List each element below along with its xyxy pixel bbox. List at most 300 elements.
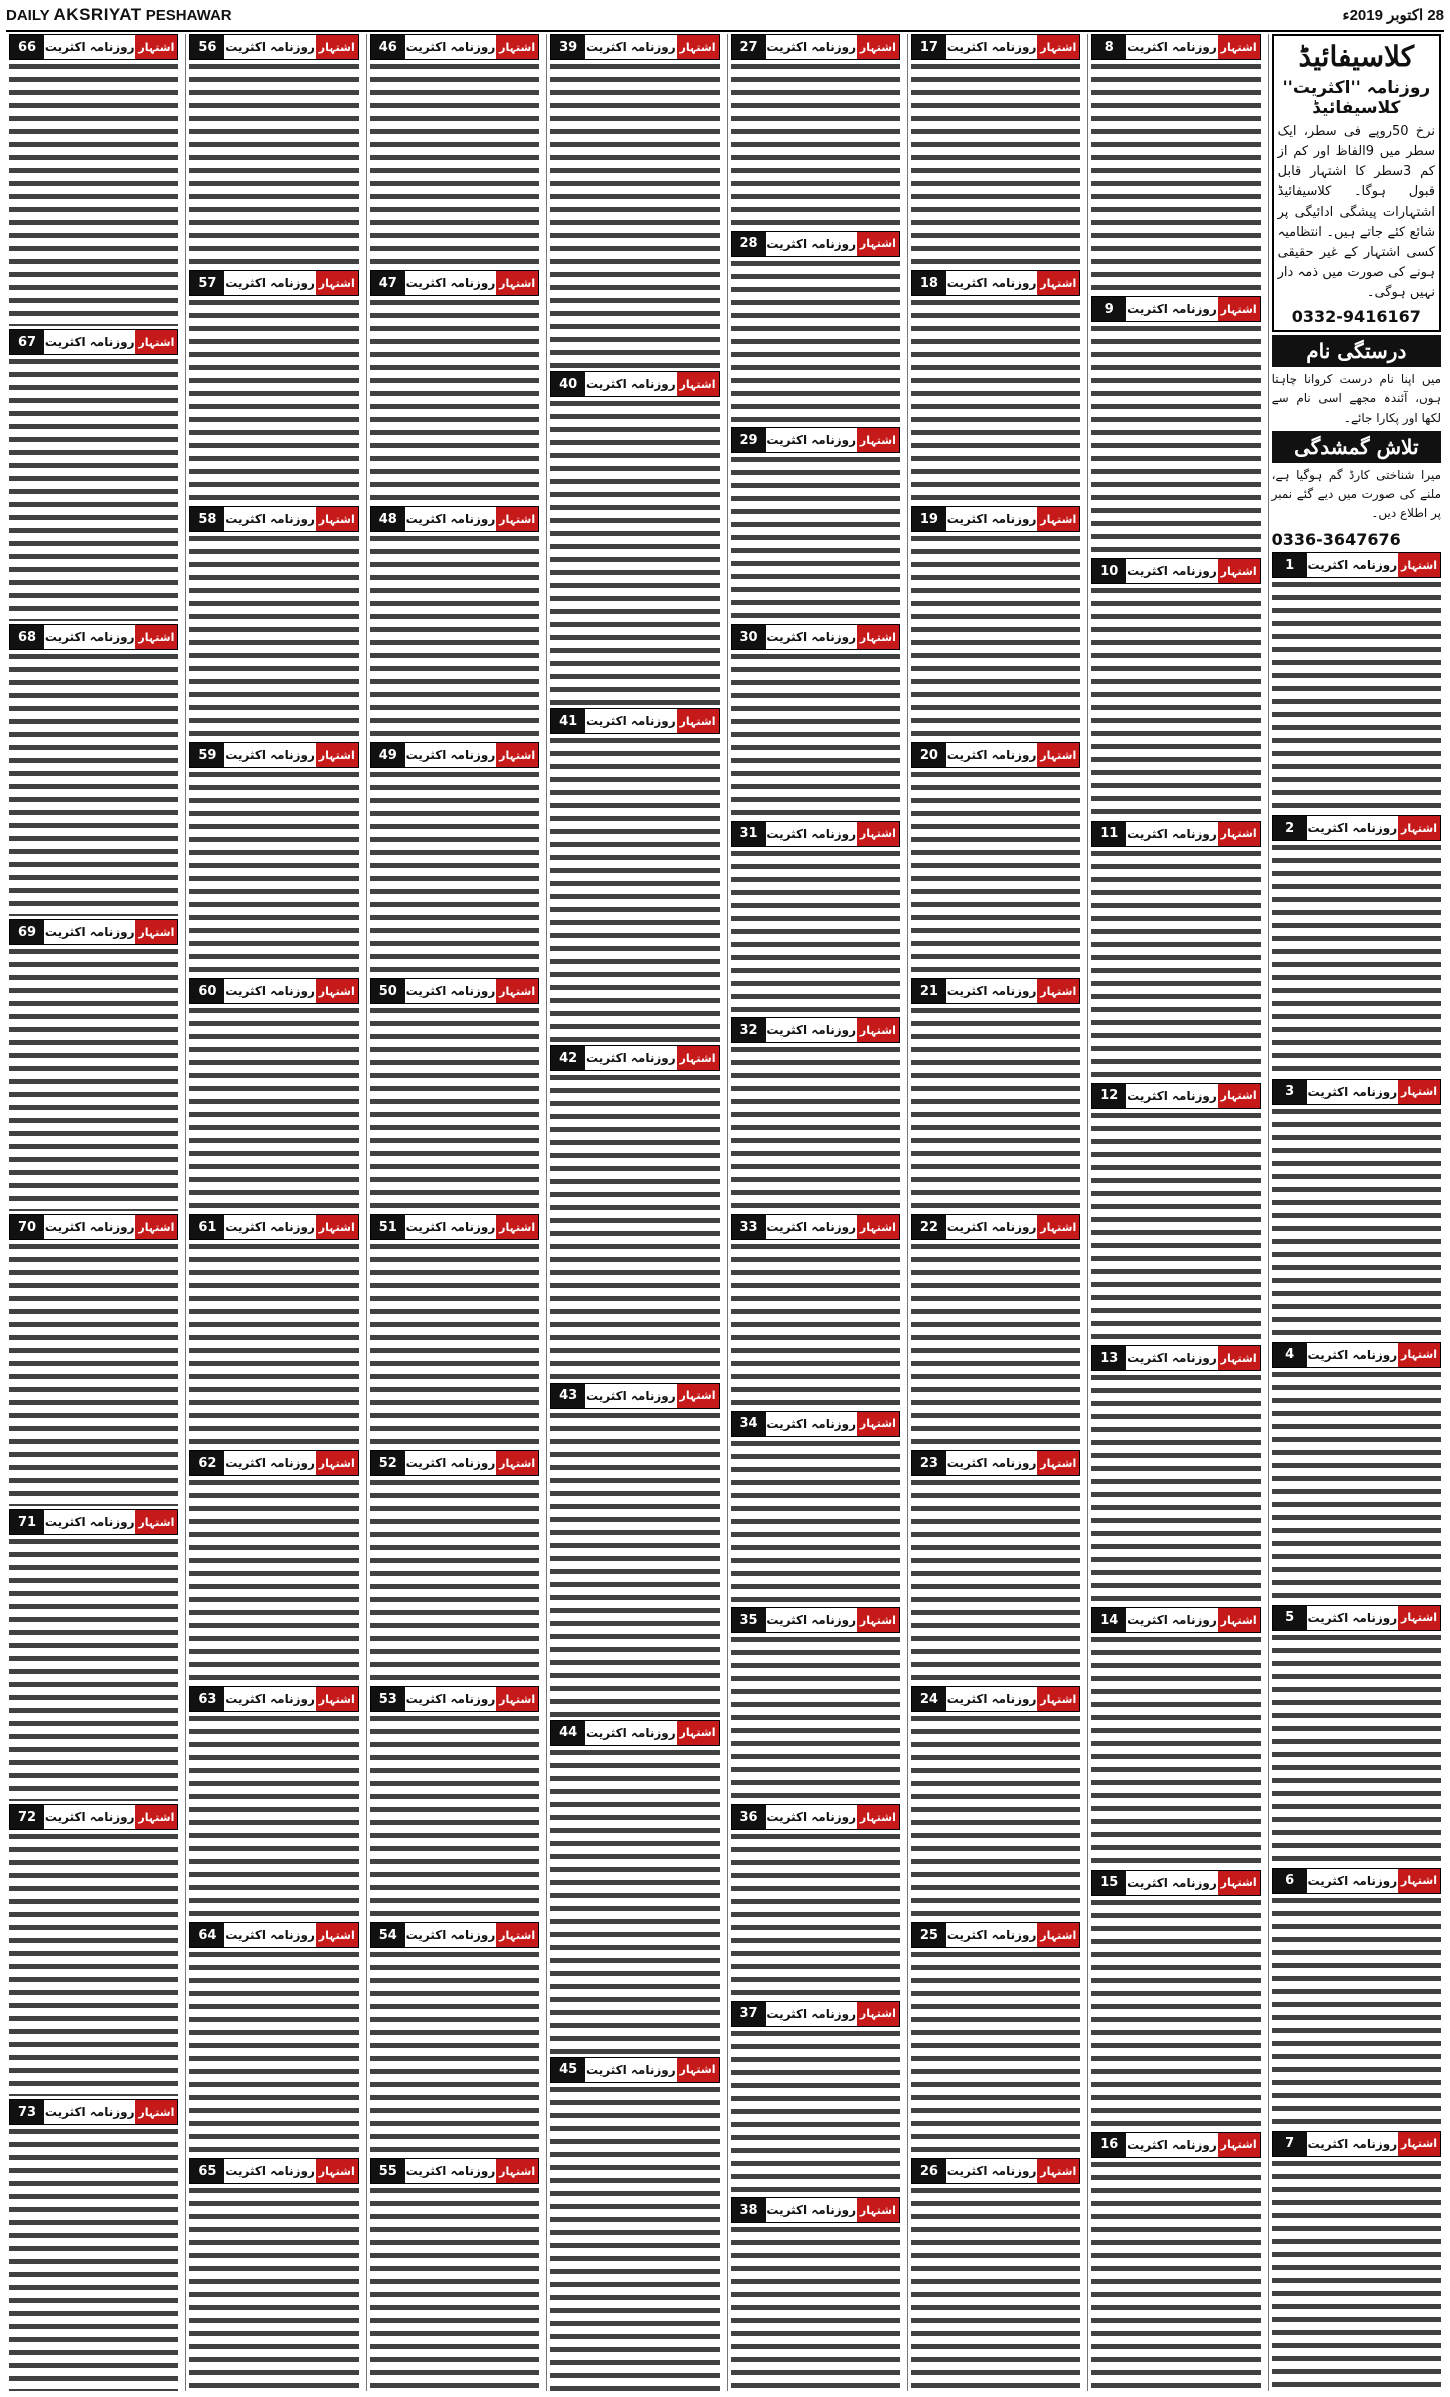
column-8-ads — [9, 34, 178, 2391]
ad-number: 44 — [551, 1721, 585, 1745]
ad-tag: اشتہار — [857, 2002, 899, 2026]
ad-number: 33 — [732, 1215, 766, 1239]
ad-number: 54 — [371, 1923, 405, 1947]
ad-header — [9, 329, 178, 355]
ad-text-block — [550, 1409, 719, 1717]
ad-header — [370, 506, 539, 532]
ad-paper-label: روزنامہ اکثریت — [766, 826, 856, 841]
ad-text-block — [1272, 1105, 1441, 1339]
classified-ad — [911, 978, 1080, 1211]
ad-header — [370, 34, 539, 60]
lost-phone: 0336-3647676 — [1271, 530, 1401, 550]
column-6-ads — [370, 34, 539, 2391]
classified-ad — [731, 1804, 900, 1998]
ad-paper-label: روزنامہ اکثریت — [405, 1928, 496, 1942]
classified-ad — [370, 1686, 539, 1919]
ad-header — [911, 506, 1080, 532]
ad-paper-label: روزنامہ اکثریت — [1127, 564, 1217, 579]
ad-paper-label: روزنامہ اکثریت — [1307, 558, 1398, 573]
ad-number: 68 — [10, 625, 44, 649]
ad-text-block — [911, 1712, 1080, 1919]
ad-number: 7 — [1273, 2132, 1307, 2156]
classified-ad — [370, 34, 539, 267]
ad-paper-label: روزنامہ اکثریت — [405, 512, 496, 526]
ad-number: 56 — [190, 35, 224, 59]
ad-tag: اشتہار — [496, 507, 538, 531]
classified-ad — [9, 1214, 178, 1506]
ad-number: 58 — [190, 507, 224, 531]
ad-header — [1272, 1079, 1441, 1105]
classified-ad — [9, 329, 178, 621]
ad-tag: اشتہار — [1037, 271, 1079, 295]
classified-ad — [731, 1607, 900, 1801]
classified-ad — [1272, 1605, 1441, 1865]
lost-note: میرا شناختی کارڈ گم ہوگیا ہے، ملنے کی صورت میں دیے گئے نمبر پر اطلاع دیں۔ — [1271, 467, 1441, 521]
ad-tag: اشتہار — [496, 1687, 538, 1711]
ad-tag: اشتہار — [1037, 507, 1079, 531]
ad-tag: اشتہار — [1037, 35, 1079, 59]
ad-header — [911, 742, 1080, 768]
ad-header — [1272, 1605, 1441, 1631]
ad-header — [370, 978, 539, 1004]
ad-paper-label: روزنامہ اکثریت — [405, 1220, 496, 1234]
ad-number: 50 — [371, 979, 405, 1003]
issue-date: 28 اکتوبر 2019ء — [1342, 7, 1444, 24]
ad-tag: اشتہار — [857, 822, 899, 846]
ad-tag: اشتہار — [316, 1687, 358, 1711]
ad-number: 66 — [10, 35, 44, 59]
column-2 — [1087, 34, 1263, 2391]
ad-tag: اشتہار — [496, 979, 538, 1003]
ad-paper-label: روزنامہ اکثریت — [44, 40, 135, 54]
ad-paper-label: روزنامہ اکثریت — [586, 1725, 676, 1740]
ad-tag: اشتہار — [677, 1721, 719, 1745]
ad-paper-label: روزنامہ اکثریت — [44, 630, 135, 644]
ad-header — [550, 34, 719, 60]
ad-tag: اشتہار — [1398, 1869, 1440, 1893]
ad-tag: اشتہار — [857, 428, 899, 452]
ad-number: 24 — [912, 1687, 946, 1711]
ad-paper-label: روزنامہ اکثریت — [1307, 1347, 1398, 1362]
ad-number: 6 — [1273, 1869, 1307, 1893]
ad-paper-label: روزنامہ اکثریت — [586, 40, 676, 54]
classified-ad — [550, 708, 719, 1042]
ad-number: 49 — [371, 743, 405, 767]
ad-text-block — [1272, 1631, 1441, 1865]
ad-header — [731, 2197, 900, 2223]
classified-ad — [1091, 558, 1260, 817]
ad-paper-label: روزنامہ اکثریت — [586, 2062, 676, 2077]
classified-subtitle: روزنامہ ''اکثریت'' کلاسیفائیڈ — [1282, 78, 1431, 118]
ad-header — [189, 1450, 358, 1476]
ad-text-block — [911, 1240, 1080, 1447]
ad-paper-label: روزنامہ اکثریت — [1307, 821, 1398, 836]
ad-paper-label: روزنامہ اکثریت — [225, 1692, 315, 1706]
ad-number: 59 — [190, 743, 224, 767]
brand-name: AKSRIYAT — [53, 5, 142, 24]
ad-text-block — [9, 2125, 178, 2391]
ad-tag: اشتہار — [857, 1608, 899, 1632]
classified-ad — [911, 506, 1080, 739]
ad-tag: اشتہار — [677, 372, 719, 396]
ad-header — [731, 231, 900, 257]
ad-number: 23 — [912, 1451, 946, 1475]
ad-text-block — [731, 2027, 900, 2195]
ad-text-block — [189, 296, 358, 503]
ad-number: 21 — [912, 979, 946, 1003]
ad-paper-label: روزنامہ اکثریت — [405, 748, 496, 762]
classified-ad — [1091, 296, 1260, 555]
classified-ad — [370, 978, 539, 1211]
ad-columns — [6, 34, 1444, 2391]
ad-text-block — [731, 1830, 900, 1998]
ad-header — [550, 1045, 719, 1071]
ad-paper-label: روزنامہ اکثریت — [766, 630, 856, 645]
ad-tag: اشتہار — [135, 2100, 177, 2124]
ad-header — [370, 742, 539, 768]
ad-tag: اشتہار — [1037, 1923, 1079, 1947]
classified-ad — [1272, 2131, 1441, 2391]
classified-ad — [189, 506, 358, 739]
ad-paper-label: روزنامہ اکثریت — [44, 925, 135, 939]
ad-text-block — [1091, 2158, 1260, 2391]
ad-header — [1272, 1342, 1441, 1368]
classified-ad — [911, 742, 1080, 975]
classified-ad — [731, 34, 900, 228]
ad-text-block — [370, 1712, 539, 1919]
ad-number: 38 — [732, 2198, 766, 2222]
ad-text-block — [550, 1071, 719, 1379]
ad-tag: اشتہار — [316, 1215, 358, 1239]
classified-ad — [189, 2158, 358, 2391]
ad-tag: اشتہار — [1037, 743, 1079, 767]
ad-paper-label: روزنامہ اکثریت — [766, 1023, 856, 1038]
ad-header — [1272, 1868, 1441, 1894]
classified-ad — [189, 270, 358, 503]
classified-ad — [370, 1922, 539, 2155]
ad-header — [189, 1686, 358, 1712]
ad-text-block — [911, 532, 1080, 739]
ad-number: 4 — [1273, 1343, 1307, 1367]
masthead — [6, 0, 1444, 32]
ad-paper-label: روزنامہ اکثریت — [766, 40, 856, 54]
ad-header — [911, 270, 1080, 296]
ad-tag: اشتہار — [135, 625, 177, 649]
ad-header — [731, 1607, 900, 1633]
ad-number: 46 — [371, 35, 405, 59]
ad-number: 8 — [1092, 35, 1126, 59]
ad-tag: اشتہار — [135, 330, 177, 354]
ad-paper-label: روزنامہ اکثریت — [225, 512, 315, 526]
classified-ad — [1091, 2132, 1260, 2391]
ad-tag: اشتہار — [1037, 1215, 1079, 1239]
ad-header — [731, 624, 900, 650]
ad-paper-label: روزنامہ اکثریت — [946, 2164, 1037, 2178]
ad-tag: اشتہار — [677, 1384, 719, 1408]
ad-header — [9, 624, 178, 650]
ad-paper-label: روزنامہ اکثریت — [586, 714, 676, 729]
classified-ad — [370, 506, 539, 739]
ad-paper-label: روزنامہ اکثریت — [766, 1810, 856, 1825]
ad-text-block — [911, 768, 1080, 975]
ad-header — [1272, 552, 1441, 578]
ad-number: 36 — [732, 1805, 766, 1829]
classified-ad — [189, 34, 358, 267]
ad-header — [9, 919, 178, 945]
classified-ad — [1091, 34, 1260, 293]
classified-ad — [911, 2158, 1080, 2391]
ad-paper-label: روزنامہ اکثریت — [225, 2164, 315, 2178]
ad-paper-label: روزنامہ اکثریت — [1127, 1088, 1217, 1103]
ad-paper-label: روزنامہ اکثریت — [766, 2203, 856, 2218]
ad-tag: اشتہار — [496, 743, 538, 767]
ad-header — [550, 708, 719, 734]
ad-text-block — [1091, 1633, 1260, 1866]
ad-number: 28 — [732, 232, 766, 256]
ad-paper-label: روزنامہ اکثریت — [225, 1928, 315, 1942]
ad-header — [189, 2158, 358, 2184]
ad-text-block — [731, 257, 900, 425]
ad-tag: اشتہار — [496, 1923, 538, 1947]
classified-ad — [911, 34, 1080, 267]
ad-tag: اشتہار — [1218, 1084, 1260, 1108]
ad-number: 26 — [912, 2159, 946, 2183]
ad-paper-label: روزنامہ اکثریت — [766, 433, 856, 448]
ad-number: 64 — [190, 1923, 224, 1947]
ad-number: 13 — [1092, 1346, 1126, 1370]
ad-header — [1272, 815, 1441, 841]
ad-tag: اشتہار — [677, 709, 719, 733]
ad-text-block — [731, 2223, 900, 2391]
column-6 — [366, 34, 542, 2391]
classified-ad — [9, 624, 178, 916]
ad-tag: اشتہار — [857, 2198, 899, 2222]
ad-number: 20 — [912, 743, 946, 767]
ad-number: 55 — [371, 2159, 405, 2183]
ad-header — [1091, 34, 1260, 60]
lost-banner: تلاش گمشدگی — [1272, 431, 1441, 463]
ad-header — [9, 1804, 178, 1830]
classified-ad — [189, 978, 358, 1211]
ad-number: 60 — [190, 979, 224, 1003]
ad-paper-label: روزنامہ اکثریت — [44, 2105, 135, 2119]
ad-number: 65 — [190, 2159, 224, 2183]
classified-box — [1272, 34, 1441, 332]
classified-ad — [370, 1450, 539, 1683]
ad-number: 41 — [551, 709, 585, 733]
ad-paper-label: روزنامہ اکثریت — [946, 512, 1037, 526]
ad-text-block — [1091, 1896, 1260, 2129]
classified-ad — [731, 427, 900, 621]
ad-tag: اشتہار — [1218, 1346, 1260, 1370]
ad-header — [731, 1017, 900, 1043]
ad-text-block — [731, 60, 900, 228]
ad-text-block — [550, 1746, 719, 2054]
classified-ad — [1091, 1607, 1260, 1866]
ad-text-block — [731, 1633, 900, 1801]
column-1-ads — [1272, 552, 1441, 2391]
ad-text-block — [370, 768, 539, 975]
ad-tag: اشتہار — [1218, 1608, 1260, 1632]
classified-ad — [1272, 1079, 1441, 1339]
ad-number: 72 — [10, 1805, 44, 1829]
ad-text-block — [911, 1948, 1080, 2155]
ad-tag: اشتہار — [857, 1412, 899, 1436]
ad-tag: اشتہار — [496, 2159, 538, 2183]
ad-text-block — [1272, 1894, 1441, 2128]
ad-paper-label: روزنامہ اکثریت — [44, 1810, 135, 1824]
ad-paper-label: روزنامہ اکثریت — [1127, 2137, 1217, 2152]
ad-paper-label: روزنامہ اکثریت — [44, 1220, 135, 1234]
ad-tag: اشتہار — [1398, 1606, 1440, 1630]
ad-text-block — [370, 296, 539, 503]
classified-ad — [911, 270, 1080, 503]
ad-number: 48 — [371, 507, 405, 531]
ad-paper-label: روزنامہ اکثریت — [1127, 1875, 1217, 1890]
classified-ad — [1091, 1345, 1260, 1604]
ad-number: 47 — [371, 271, 405, 295]
ad-header — [189, 978, 358, 1004]
ad-text-block — [9, 945, 178, 1211]
ad-text-block — [189, 1948, 358, 2155]
ad-number: 53 — [371, 1687, 405, 1711]
classified-ad — [550, 34, 719, 368]
ad-header — [1091, 1870, 1260, 1896]
classified-ad — [911, 1450, 1080, 1683]
ad-number: 67 — [10, 330, 44, 354]
ad-number: 31 — [732, 822, 766, 846]
ad-text-block — [550, 397, 719, 705]
ad-tag: اشتہار — [1398, 553, 1440, 577]
classified-ad — [9, 1804, 178, 2096]
ad-header — [911, 34, 1080, 60]
ad-paper-label: روزنامہ اکثریت — [1127, 826, 1217, 841]
ad-number: 11 — [1092, 822, 1126, 846]
ad-tag: اشتہار — [316, 979, 358, 1003]
ad-text-block — [1272, 841, 1441, 1075]
ad-header — [189, 1922, 358, 1948]
ad-text-block — [911, 2184, 1080, 2391]
ad-paper-label: روزنامہ اکثریت — [946, 276, 1037, 290]
ad-text-block — [1272, 578, 1441, 812]
ad-text-block — [189, 532, 358, 739]
ad-text-block — [370, 1004, 539, 1211]
ad-number: 73 — [10, 2100, 44, 2124]
ad-text-block — [731, 1240, 900, 1408]
classified-ad — [9, 1509, 178, 1801]
ad-tag: اشتہار — [1218, 297, 1260, 321]
ad-paper-label: روزنامہ اکثریت — [405, 1692, 496, 1706]
ad-tag: اشتہار — [496, 35, 538, 59]
classified-ad — [550, 2057, 719, 2391]
classified-ad — [731, 624, 900, 818]
ad-text-block — [9, 1535, 178, 1801]
ad-text-block — [189, 60, 358, 267]
ad-paper-label: روزنامہ اکثریت — [946, 1928, 1037, 1942]
ad-paper-label: روزنامہ اکثریت — [405, 1456, 496, 1470]
ad-header — [550, 2057, 719, 2083]
classified-ad — [731, 1214, 900, 1408]
classified-title: کلاسیفائیڈ — [1298, 40, 1415, 73]
ad-text-block — [550, 734, 719, 1042]
classified-ad — [189, 1450, 358, 1683]
ad-text-block — [1091, 1371, 1260, 1604]
masthead-brand — [6, 5, 232, 25]
ad-header — [911, 1922, 1080, 1948]
ad-tag: اشتہار — [1218, 1871, 1260, 1895]
ad-number: 15 — [1092, 1871, 1126, 1895]
ad-number: 14 — [1092, 1608, 1126, 1632]
ad-header — [9, 2099, 178, 2125]
column-8 — [6, 34, 181, 2391]
ad-text-block — [1091, 847, 1260, 1080]
column-5 — [546, 34, 722, 2391]
ad-paper-label: روزنامہ اکثریت — [405, 984, 496, 998]
ad-text-block — [370, 2184, 539, 2391]
ad-tag: اشتہار — [135, 1805, 177, 1829]
ad-paper-label: روزنامہ اکثریت — [586, 377, 676, 392]
ad-paper-label: روزنامہ اکثریت — [225, 40, 315, 54]
classified-ad — [370, 1214, 539, 1447]
column-2-ads — [1091, 34, 1260, 2391]
ad-tag: اشتہار — [135, 920, 177, 944]
ad-text-block — [911, 296, 1080, 503]
ad-text-block — [370, 532, 539, 739]
ad-number: 30 — [732, 625, 766, 649]
ad-text-block — [731, 453, 900, 621]
ad-text-block — [1091, 1109, 1260, 1342]
ad-tag: اشتہار — [677, 2058, 719, 2082]
ad-text-block — [189, 1004, 358, 1211]
ad-text-block — [731, 1437, 900, 1605]
ad-tag: اشتہار — [316, 1923, 358, 1947]
ad-paper-label: روزنامہ اکثریت — [766, 1220, 856, 1235]
ad-tag: اشتہار — [1037, 1687, 1079, 1711]
ad-header — [189, 270, 358, 296]
ad-paper-label: روزنامہ اکثریت — [225, 748, 315, 762]
ad-header — [1091, 1083, 1260, 1109]
classified-ad — [1091, 1083, 1260, 1342]
classified-ad — [370, 2158, 539, 2391]
classified-ad — [189, 742, 358, 975]
classified-ad — [731, 821, 900, 1015]
ad-tag: اشتہار — [496, 1451, 538, 1475]
ad-number: 27 — [732, 35, 766, 59]
ad-text-block — [370, 60, 539, 267]
ad-tag: اشتہار — [316, 743, 358, 767]
ad-number: 51 — [371, 1215, 405, 1239]
ad-number: 40 — [551, 372, 585, 396]
classified-ad — [9, 2099, 178, 2391]
ad-number: 22 — [912, 1215, 946, 1239]
ad-header — [1091, 821, 1260, 847]
classified-ad — [9, 919, 178, 1211]
ad-text-block — [731, 650, 900, 818]
ad-tag: اشتہار — [857, 1215, 899, 1239]
ad-tag: اشتہار — [1037, 2159, 1079, 2183]
ad-text-block — [370, 1948, 539, 2155]
ad-paper-label: روزنامہ اکثریت — [946, 1220, 1037, 1234]
ad-paper-label: روزنامہ اکثریت — [766, 1613, 856, 1628]
classified-ad — [189, 1922, 358, 2155]
ad-paper-label: روزنامہ اکثریت — [1127, 40, 1217, 54]
ad-header — [189, 742, 358, 768]
ad-header — [911, 1214, 1080, 1240]
ad-text-block — [9, 60, 178, 326]
ad-number: 12 — [1092, 1084, 1126, 1108]
ad-tag: اشتہار — [135, 1510, 177, 1534]
column-4-ads — [731, 34, 900, 2391]
